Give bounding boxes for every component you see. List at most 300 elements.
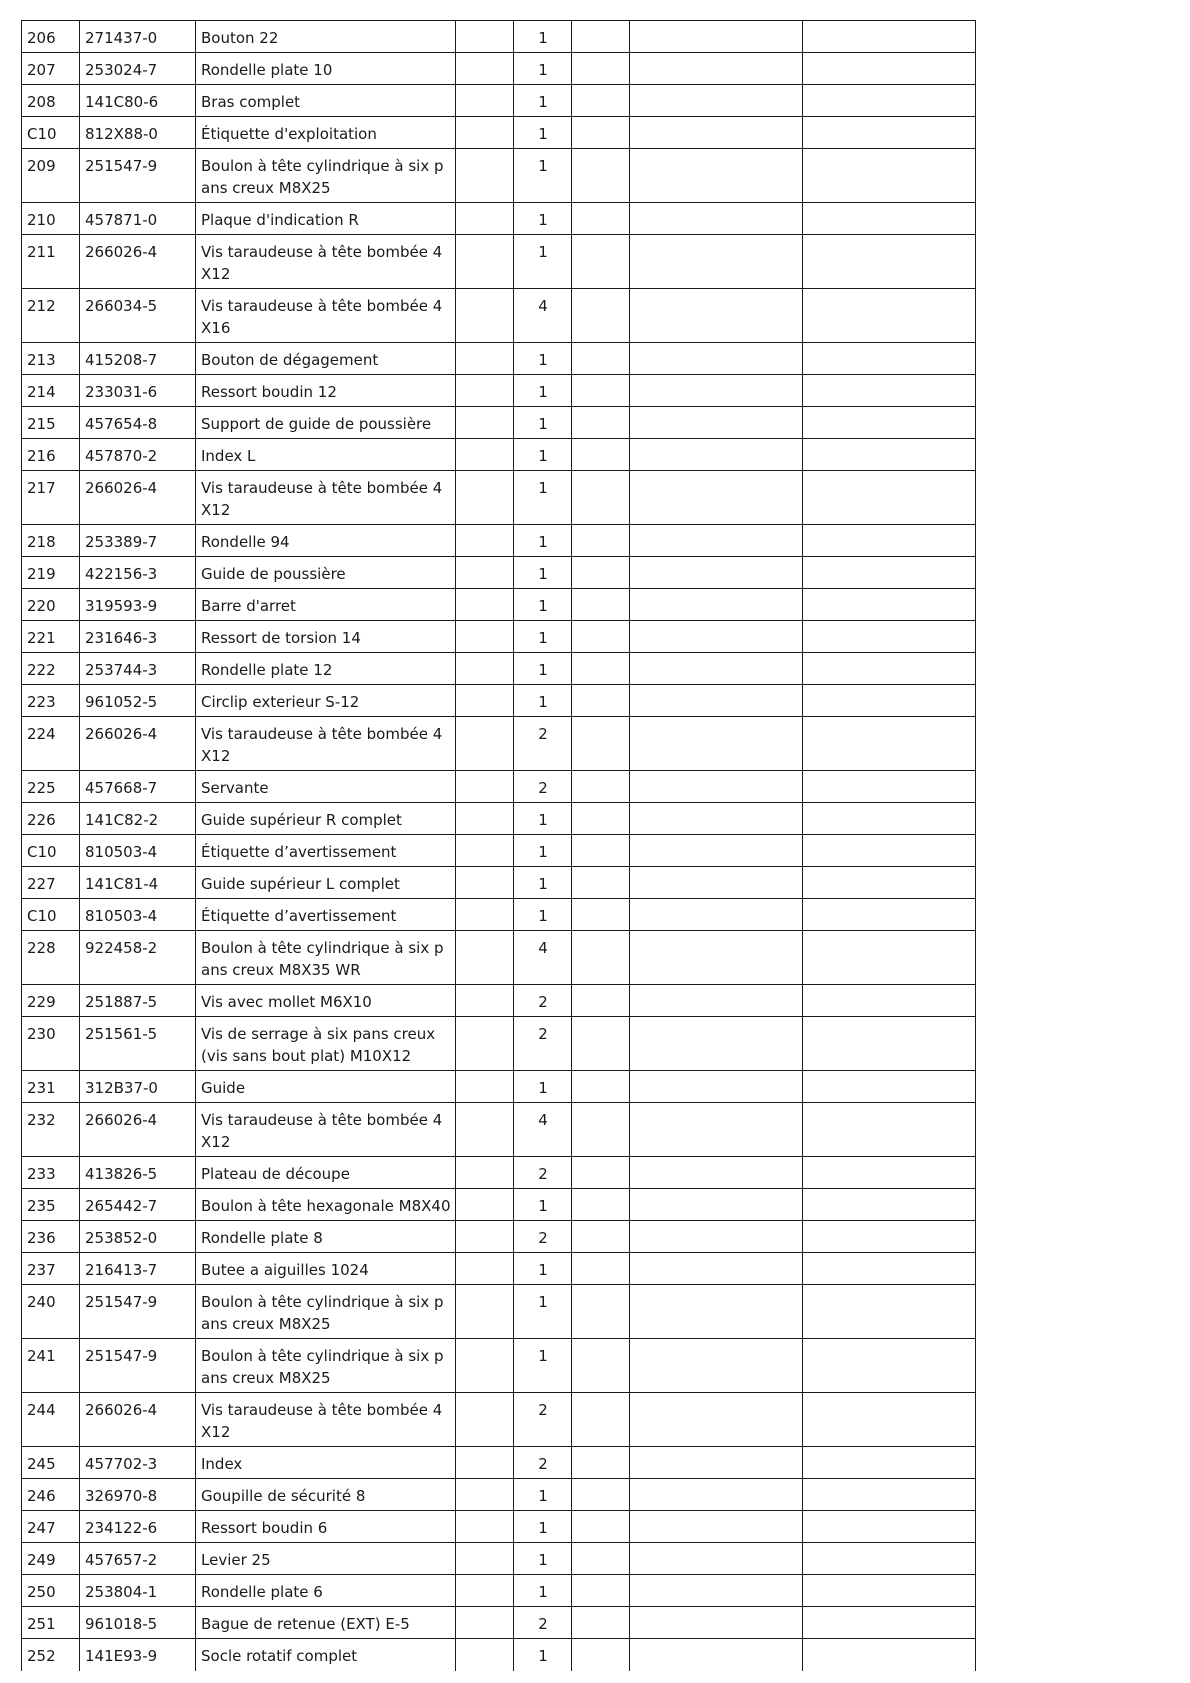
empty-cell	[803, 1639, 976, 1671]
part-number-cell: 141C80-6	[80, 85, 196, 117]
quantity-cell: 1	[514, 235, 572, 289]
part-number-cell: 251547-9	[80, 1285, 196, 1339]
quantity-cell: 2	[514, 1447, 572, 1479]
table-row	[22, 685, 976, 717]
empty-cell	[456, 835, 514, 867]
empty-cell	[803, 899, 976, 931]
part-number-cell: 216413-7	[80, 1253, 196, 1285]
description-cell: Bouton de dégagement	[196, 343, 456, 375]
description-cell: Bague de retenue (EXT) E-5	[196, 1607, 456, 1639]
part-number-cell: 415208-7	[80, 343, 196, 375]
quantity-cell: 1	[514, 1285, 572, 1339]
description-cell: Vis taraudeuse à tête bombée 4X12	[196, 471, 456, 525]
empty-cell	[803, 289, 976, 343]
description-cell: Guide supérieur L complet	[196, 867, 456, 899]
description-cell: Boulon à tête cylindrique à six pans creux M8X25	[196, 1285, 456, 1339]
empty-cell	[572, 1479, 630, 1511]
empty-cell	[456, 117, 514, 149]
empty-cell	[630, 557, 803, 589]
table-row	[22, 867, 976, 899]
empty-cell	[572, 289, 630, 343]
quantity-cell: 1	[514, 1639, 572, 1671]
part-number-cell: 266026-4	[80, 717, 196, 771]
description-cell: Ressort boudin 6	[196, 1511, 456, 1543]
quantity-cell: 1	[514, 1071, 572, 1103]
empty-cell	[803, 1017, 976, 1071]
description-cell: Vis taraudeuse à tête bombée 4X12	[196, 1393, 456, 1447]
empty-cell	[572, 1253, 630, 1285]
empty-cell	[803, 1339, 976, 1393]
quantity-cell: 1	[514, 343, 572, 375]
parts-list-page	[21, 20, 976, 1671]
item-number-cell: 250	[22, 1575, 80, 1607]
empty-cell	[803, 149, 976, 203]
quantity-cell: 1	[514, 1511, 572, 1543]
empty-cell	[456, 653, 514, 685]
empty-cell	[630, 525, 803, 557]
item-number-cell: 214	[22, 375, 80, 407]
empty-cell	[803, 1157, 976, 1189]
empty-cell	[456, 931, 514, 985]
table-row	[22, 621, 976, 653]
part-number-cell: 922458-2	[80, 931, 196, 985]
quantity-cell: 1	[514, 1543, 572, 1575]
table-row	[22, 931, 976, 985]
quantity-cell: 1	[514, 375, 572, 407]
part-number-cell: 141C82-2	[80, 803, 196, 835]
empty-cell	[572, 21, 630, 53]
description-cell: Bouton 22	[196, 21, 456, 53]
item-number-cell: 210	[22, 203, 80, 235]
item-number-cell: 252	[22, 1639, 80, 1671]
description-cell: Rondelle plate 10	[196, 53, 456, 85]
table-row	[22, 85, 976, 117]
table-row	[22, 117, 976, 149]
empty-cell	[456, 235, 514, 289]
description-cell: Bras complet	[196, 85, 456, 117]
part-number-cell: 810503-4	[80, 835, 196, 867]
empty-cell	[572, 835, 630, 867]
empty-cell	[572, 439, 630, 471]
empty-cell	[456, 589, 514, 621]
quantity-cell: 4	[514, 289, 572, 343]
description-cell: Vis taraudeuse à tête bombée 4X12	[196, 235, 456, 289]
empty-cell	[630, 867, 803, 899]
empty-cell	[456, 1221, 514, 1253]
empty-cell	[572, 149, 630, 203]
table-row	[22, 439, 976, 471]
empty-cell	[803, 771, 976, 803]
table-row	[22, 1479, 976, 1511]
empty-cell	[803, 525, 976, 557]
part-number-cell: 457702-3	[80, 1447, 196, 1479]
empty-cell	[630, 1071, 803, 1103]
empty-cell	[630, 931, 803, 985]
quantity-cell: 1	[514, 439, 572, 471]
empty-cell	[630, 1189, 803, 1221]
empty-cell	[630, 1017, 803, 1071]
empty-cell	[630, 117, 803, 149]
empty-cell	[803, 407, 976, 439]
table-row	[22, 407, 976, 439]
empty-cell	[803, 1511, 976, 1543]
empty-cell	[456, 985, 514, 1017]
part-number-cell: 413826-5	[80, 1157, 196, 1189]
table-row	[22, 1285, 976, 1339]
empty-cell	[572, 407, 630, 439]
item-number-cell: 224	[22, 717, 80, 771]
item-number-cell: 219	[22, 557, 80, 589]
empty-cell	[803, 557, 976, 589]
empty-cell	[803, 589, 976, 621]
empty-cell	[572, 867, 630, 899]
empty-cell	[572, 1393, 630, 1447]
item-number-cell: 246	[22, 1479, 80, 1511]
table-row	[22, 1253, 976, 1285]
empty-cell	[630, 1339, 803, 1393]
item-number-cell: 230	[22, 1017, 80, 1071]
description-cell: Vis de serrage à six pans creux (vis sans bout plat) M10X12	[196, 1017, 456, 1071]
empty-cell	[630, 1639, 803, 1671]
empty-cell	[630, 985, 803, 1017]
part-number-cell: 266034-5	[80, 289, 196, 343]
empty-cell	[572, 1575, 630, 1607]
quantity-cell: 1	[514, 653, 572, 685]
description-cell: Butee a aiguilles 1024	[196, 1253, 456, 1285]
table-row	[22, 149, 976, 203]
item-number-cell: 240	[22, 1285, 80, 1339]
description-cell: Guide	[196, 1071, 456, 1103]
empty-cell	[572, 1339, 630, 1393]
description-cell: Goupille de sécurité 8	[196, 1479, 456, 1511]
item-number-cell: 217	[22, 471, 80, 525]
empty-cell	[572, 1285, 630, 1339]
description-cell: Index	[196, 1447, 456, 1479]
empty-cell	[456, 1103, 514, 1157]
empty-cell	[456, 1071, 514, 1103]
quantity-cell: 1	[514, 1479, 572, 1511]
table-row	[22, 985, 976, 1017]
empty-cell	[803, 931, 976, 985]
empty-cell	[456, 375, 514, 407]
empty-cell	[572, 1447, 630, 1479]
part-number-cell: 812X88-0	[80, 117, 196, 149]
description-cell: Circlip exterieur S-12	[196, 685, 456, 717]
part-number-cell: 265442-7	[80, 1189, 196, 1221]
empty-cell	[456, 1339, 514, 1393]
empty-cell	[572, 1543, 630, 1575]
table-row	[22, 53, 976, 85]
empty-cell	[456, 621, 514, 653]
item-number-cell: 235	[22, 1189, 80, 1221]
empty-cell	[572, 653, 630, 685]
description-cell: Boulon à tête cylindrique à six pans creux M8X25	[196, 149, 456, 203]
empty-cell	[803, 867, 976, 899]
item-number-cell: 247	[22, 1511, 80, 1543]
description-cell: Ressort boudin 12	[196, 375, 456, 407]
description-cell: Vis taraudeuse à tête bombée 4X12	[196, 717, 456, 771]
description-cell: Étiquette d’avertissement	[196, 899, 456, 931]
empty-cell	[630, 289, 803, 343]
item-number-cell: C10	[22, 117, 80, 149]
empty-cell	[803, 653, 976, 685]
empty-cell	[456, 289, 514, 343]
empty-cell	[572, 85, 630, 117]
quantity-cell: 1	[514, 1575, 572, 1607]
empty-cell	[803, 1253, 976, 1285]
empty-cell	[630, 439, 803, 471]
empty-cell	[630, 803, 803, 835]
empty-cell	[456, 803, 514, 835]
item-number-cell: 207	[22, 53, 80, 85]
empty-cell	[803, 985, 976, 1017]
empty-cell	[572, 899, 630, 931]
item-number-cell: 212	[22, 289, 80, 343]
empty-cell	[630, 1575, 803, 1607]
table-row	[22, 1511, 976, 1543]
quantity-cell: 1	[514, 407, 572, 439]
part-number-cell: 961018-5	[80, 1607, 196, 1639]
empty-cell	[456, 1639, 514, 1671]
quantity-cell: 2	[514, 1017, 572, 1071]
table-row	[22, 717, 976, 771]
empty-cell	[572, 1639, 630, 1671]
empty-cell	[572, 803, 630, 835]
empty-cell	[630, 407, 803, 439]
part-number-cell: 457657-2	[80, 1543, 196, 1575]
empty-cell	[572, 931, 630, 985]
empty-cell	[630, 835, 803, 867]
item-number-cell: 244	[22, 1393, 80, 1447]
quantity-cell: 1	[514, 899, 572, 931]
item-number-cell: 227	[22, 867, 80, 899]
empty-cell	[803, 685, 976, 717]
empty-cell	[630, 471, 803, 525]
empty-cell	[456, 21, 514, 53]
part-number-cell: 961052-5	[80, 685, 196, 717]
table-row	[22, 1639, 976, 1671]
table-row	[22, 1017, 976, 1071]
empty-cell	[630, 203, 803, 235]
description-cell: Levier 25	[196, 1543, 456, 1575]
item-number-cell: 216	[22, 439, 80, 471]
quantity-cell: 1	[514, 21, 572, 53]
empty-cell	[630, 621, 803, 653]
description-cell: Rondelle plate 8	[196, 1221, 456, 1253]
item-number-cell: 215	[22, 407, 80, 439]
description-cell: Vis taraudeuse à tête bombée 4X12	[196, 1103, 456, 1157]
part-number-cell: 251887-5	[80, 985, 196, 1017]
empty-cell	[456, 1607, 514, 1639]
empty-cell	[630, 1221, 803, 1253]
empty-cell	[630, 1393, 803, 1447]
empty-cell	[572, 203, 630, 235]
empty-cell	[456, 1393, 514, 1447]
empty-cell	[456, 1575, 514, 1607]
empty-cell	[456, 407, 514, 439]
description-cell: Boulon à tête cylindrique à six pans creux M8X25	[196, 1339, 456, 1393]
part-number-cell: 266026-4	[80, 471, 196, 525]
description-cell: Vis avec mollet M6X10	[196, 985, 456, 1017]
table-row	[22, 899, 976, 931]
part-number-cell: 312B37-0	[80, 1071, 196, 1103]
empty-cell	[456, 685, 514, 717]
item-number-cell: 232	[22, 1103, 80, 1157]
quantity-cell: 1	[514, 589, 572, 621]
empty-cell	[803, 53, 976, 85]
empty-cell	[456, 1253, 514, 1285]
empty-cell	[803, 439, 976, 471]
empty-cell	[630, 1157, 803, 1189]
item-number-cell: 226	[22, 803, 80, 835]
part-number-cell: 233031-6	[80, 375, 196, 407]
quantity-cell: 1	[514, 621, 572, 653]
description-cell: Barre d'arret	[196, 589, 456, 621]
description-cell: Servante	[196, 771, 456, 803]
empty-cell	[572, 1071, 630, 1103]
quantity-cell: 2	[514, 1157, 572, 1189]
empty-cell	[803, 717, 976, 771]
empty-cell	[572, 589, 630, 621]
item-number-cell: 221	[22, 621, 80, 653]
table-row	[22, 1393, 976, 1447]
empty-cell	[572, 471, 630, 525]
table-row	[22, 589, 976, 621]
description-cell: Plateau de découpe	[196, 1157, 456, 1189]
empty-cell	[456, 471, 514, 525]
part-number-cell: 231646-3	[80, 621, 196, 653]
quantity-cell: 4	[514, 931, 572, 985]
table-row	[22, 1103, 976, 1157]
quantity-cell: 1	[514, 525, 572, 557]
table-row	[22, 771, 976, 803]
empty-cell	[572, 1511, 630, 1543]
empty-cell	[572, 375, 630, 407]
empty-cell	[456, 1157, 514, 1189]
empty-cell	[803, 1479, 976, 1511]
table-row	[22, 1447, 976, 1479]
table-row	[22, 471, 976, 525]
table-row	[22, 375, 976, 407]
description-cell: Vis taraudeuse à tête bombée 4X16	[196, 289, 456, 343]
empty-cell	[803, 803, 976, 835]
description-cell: Support de guide de poussière	[196, 407, 456, 439]
parts-table	[21, 20, 976, 1671]
empty-cell	[456, 85, 514, 117]
empty-cell	[803, 343, 976, 375]
quantity-cell: 1	[514, 1189, 572, 1221]
empty-cell	[456, 899, 514, 931]
empty-cell	[630, 1511, 803, 1543]
description-cell: Rondelle 94	[196, 525, 456, 557]
description-cell: Socle rotatif complet	[196, 1639, 456, 1671]
description-cell: Étiquette d’avertissement	[196, 835, 456, 867]
table-row	[22, 835, 976, 867]
item-number-cell: 225	[22, 771, 80, 803]
item-number-cell: 237	[22, 1253, 80, 1285]
table-row	[22, 1339, 976, 1393]
item-number-cell: 229	[22, 985, 80, 1017]
empty-cell	[572, 557, 630, 589]
empty-cell	[572, 621, 630, 653]
empty-cell	[456, 1285, 514, 1339]
item-number-cell: 218	[22, 525, 80, 557]
quantity-cell: 2	[514, 717, 572, 771]
empty-cell	[803, 471, 976, 525]
item-number-cell: 208	[22, 85, 80, 117]
empty-cell	[803, 1285, 976, 1339]
quantity-cell: 1	[514, 203, 572, 235]
empty-cell	[572, 525, 630, 557]
empty-cell	[456, 867, 514, 899]
description-cell: Guide supérieur R complet	[196, 803, 456, 835]
empty-cell	[572, 53, 630, 85]
description-cell: Boulon à tête cylindrique à six pans creux M8X35 WR	[196, 931, 456, 985]
quantity-cell: 1	[514, 1253, 572, 1285]
empty-cell	[630, 1447, 803, 1479]
quantity-cell: 1	[514, 685, 572, 717]
empty-cell	[456, 1189, 514, 1221]
item-number-cell: 213	[22, 343, 80, 375]
empty-cell	[456, 771, 514, 803]
part-number-cell: 251547-9	[80, 149, 196, 203]
quantity-cell: 1	[514, 803, 572, 835]
table-row	[22, 1607, 976, 1639]
item-number-cell: 251	[22, 1607, 80, 1639]
part-number-cell: 810503-4	[80, 899, 196, 931]
quantity-cell: 1	[514, 149, 572, 203]
table-row	[22, 21, 976, 53]
empty-cell	[630, 1607, 803, 1639]
part-number-cell: 319593-9	[80, 589, 196, 621]
empty-cell	[630, 1285, 803, 1339]
empty-cell	[456, 203, 514, 235]
item-number-cell: C10	[22, 899, 80, 931]
empty-cell	[630, 343, 803, 375]
table-row	[22, 653, 976, 685]
empty-cell	[572, 1157, 630, 1189]
empty-cell	[630, 21, 803, 53]
part-number-cell: 234122-6	[80, 1511, 196, 1543]
part-number-cell: 253744-3	[80, 653, 196, 685]
table-row	[22, 1157, 976, 1189]
empty-cell	[456, 1511, 514, 1543]
empty-cell	[803, 1575, 976, 1607]
quantity-cell: 1	[514, 117, 572, 149]
empty-cell	[572, 235, 630, 289]
description-cell: Guide de poussière	[196, 557, 456, 589]
empty-cell	[803, 621, 976, 653]
empty-cell	[803, 835, 976, 867]
empty-cell	[572, 1017, 630, 1071]
description-cell: Ressort de torsion 14	[196, 621, 456, 653]
table-row	[22, 1221, 976, 1253]
table-row	[22, 557, 976, 589]
empty-cell	[572, 985, 630, 1017]
item-number-cell: 241	[22, 1339, 80, 1393]
quantity-cell: 2	[514, 985, 572, 1017]
empty-cell	[630, 1103, 803, 1157]
quantity-cell: 2	[514, 1393, 572, 1447]
part-number-cell: 253024-7	[80, 53, 196, 85]
empty-cell	[456, 557, 514, 589]
empty-cell	[572, 343, 630, 375]
table-row	[22, 525, 976, 557]
empty-cell	[630, 653, 803, 685]
empty-cell	[456, 1447, 514, 1479]
quantity-cell: 1	[514, 835, 572, 867]
item-number-cell: 233	[22, 1157, 80, 1189]
